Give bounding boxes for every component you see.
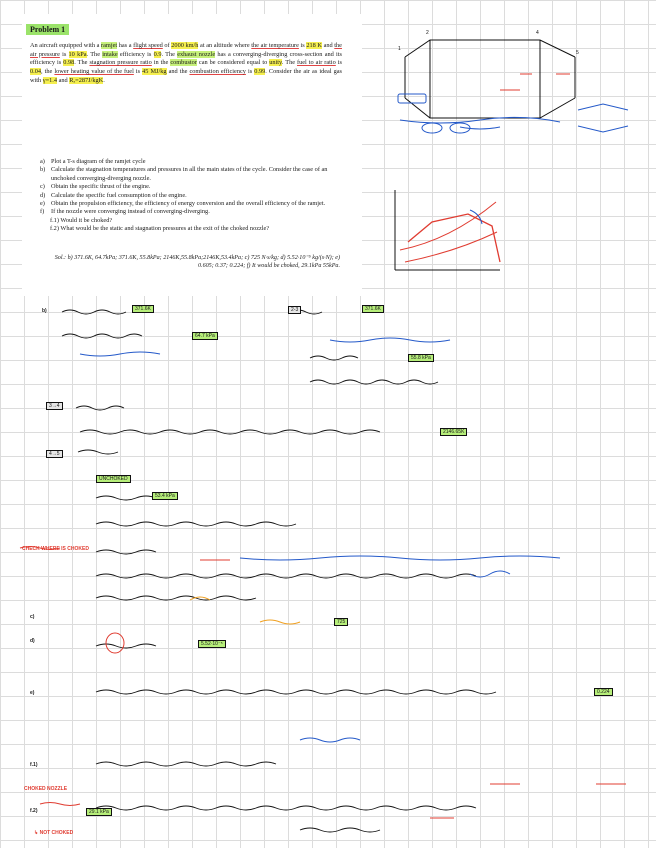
solutions-text: Sol.: b) 371.6K, 64.7kPa; 371.6K, 55.8kPa; 2146K,55.8kPa;2146K,53.4kPa; c) 725 N·s/kg; d) 5.52·10⁻⁵ kg/(s·N); e) 0.605; 0.37; 0.224; f) It would be choked, 29.1kPa 55kPa. (54, 255, 340, 270)
answer-f2-label: f.2) (30, 808, 38, 814)
formula-strokes (62, 310, 496, 832)
answer-d-label: d) (30, 638, 35, 644)
t-s-diagram (395, 190, 500, 270)
step-label-23: 2-3 (288, 306, 301, 314)
not-choked-note: ↳ NOT CHOKED (34, 830, 74, 836)
task-item: e) Obtain the propulsion efficiency, the efficiency of energy conversion and the overall efficiency of the ramjet. (40, 200, 326, 208)
result-p5: 53.4 kPa (152, 492, 178, 500)
task-item: c) Obtain the specific thrust of the engine. (40, 183, 151, 191)
svg-text:4: 4 (536, 30, 539, 36)
task-item: f.1) Would it be choked? (50, 216, 113, 224)
problem-title: Problem 1 (26, 24, 69, 35)
ramjet-diagram (405, 40, 575, 118)
result-eta0: 0.224 (594, 688, 613, 696)
choked-nozzle-note: CHOKED NOZZLE (24, 786, 68, 792)
task-item: f) If the nozzle were converging instead of converging-diverging. (40, 208, 210, 216)
result-sfc: 5.52·10⁻⁵ (198, 640, 226, 648)
svg-text:2: 2 (426, 30, 429, 36)
result-pcrit: 29.1 kPa (86, 808, 112, 816)
unchoked-label: UNCHOKED (96, 475, 131, 483)
result-p3: 55.8 kPa (408, 354, 434, 362)
step-label-34: 3→4 (46, 402, 63, 410)
task-item: f.2) What would be the static and stagnation pressures at the exit of the choked nozzle? (50, 225, 270, 233)
check-choked-note: CHECK WHERE IS CHOKED (22, 546, 89, 552)
answer-c-label: c) (30, 614, 35, 620)
result-p2: 64.7 kPa (192, 332, 218, 340)
problem-statement: An aircraft equipped with a ramjet has a flight speed of 2000 km/h at an altitude where the air temperature is 218 K and the air pressure is 10 kPa. The intake efficiency is 0.9. The exhaust nozzle has a converging-diverging cross-section and its efficiency is 0.98. The stagnation pressure ratio in the combustor can be considered equal to unity. The fuel to air ratio is 0.04, the lower heating value of the fuel is 45 MJ/kg and the combustion efficiency is 0.99. Consider the air as ideal gas with γ=1.4 and Rₐ=287J/kgK. (30, 42, 343, 84)
answer-e-label: e) (30, 690, 35, 696)
svg-text:1: 1 (398, 46, 401, 52)
ramjet-notes (398, 94, 628, 133)
result-t2: 371.6K (132, 305, 154, 313)
task-item: b) Calculate the stagnation temperatures and pressures in all the main states of the cycle. Consider the case of an unchoked converging-diverging nozzle. (40, 166, 328, 182)
answer-f1-label: f.1) (30, 762, 38, 768)
result-t4: 2146.65K (440, 428, 467, 436)
step-label-45: 4→5 (46, 450, 63, 458)
svg-text:5: 5 (576, 50, 579, 56)
answer-b-label: b) (42, 308, 47, 314)
result-thrust: 725 (334, 618, 348, 626)
task-item: a) Plot a T-s diagram of the ramjet cycle (40, 158, 146, 165)
result-t3: 371.6K (362, 305, 384, 313)
task-item: d) Calculate the specific fuel consumption of the engine. (40, 191, 187, 199)
